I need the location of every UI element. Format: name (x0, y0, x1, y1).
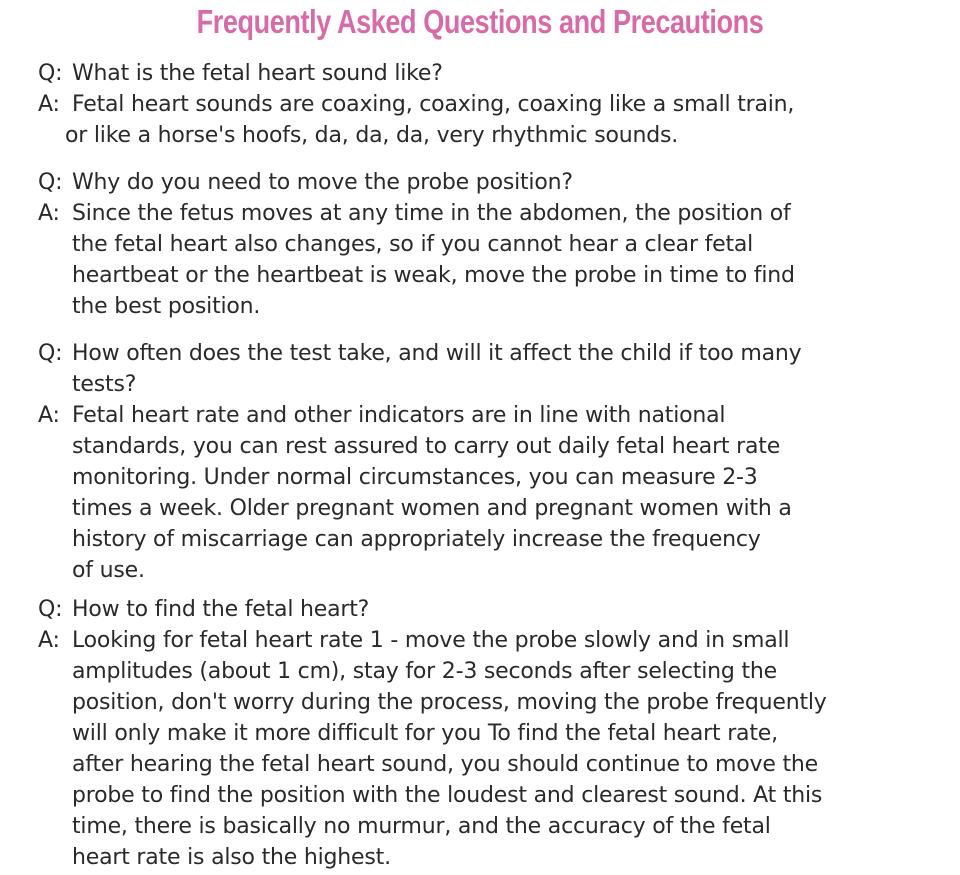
faq-4-answer-line-6: probe to find the position with the loudest and clearest sound. At this (72, 783, 823, 808)
faq-3-answer-line-5: history of miscarriage can appropriately increase the frequency (72, 527, 761, 552)
faq-item-2 (38, 167, 938, 322)
faq-2-answer-line-2: the fetal heart also changes, so if you cannot hear a clear fetal (72, 232, 754, 257)
faq-item-3 (38, 338, 938, 586)
answer-text: Fetal heart rate and other indicators are in line with national (72, 403, 726, 428)
faq-4-answer-line-2: amplitudes (about 1 cm), stay for 2-3 seconds after selecting the (72, 659, 777, 684)
faq-2-answer-line-3: heartbeat or the heartbeat is weak, move the probe in time to find (72, 263, 795, 288)
answer-text: Fetal heart sounds are coaxing, coaxing, coaxing like a small train, (72, 92, 795, 117)
faq-1-answer-line-1 (38, 89, 938, 120)
faq-3-answer-line-6: of use. (72, 558, 145, 583)
faq-3-question-line-2: tests? (72, 372, 137, 397)
faq-4-answer-line-3: position, don't worry during the process, moving the probe frequently (72, 690, 827, 715)
question-prefix: Q: (38, 597, 63, 622)
question-prefix: Q: (38, 341, 63, 366)
faq-4-answer-line-8: heart rate is also the highest. (72, 845, 391, 870)
answer-prefix: A: (38, 92, 60, 117)
answer-prefix: A: (38, 403, 60, 428)
faq-1-question-line-1 (38, 58, 938, 89)
faq-item-1 (38, 58, 938, 151)
question-prefix: Q: (38, 170, 63, 195)
answer-text: Since the fetus moves at any time in the abdomen, the position of (72, 201, 791, 226)
question-prefix: Q: (38, 61, 63, 86)
answer-prefix: A: (38, 628, 60, 653)
faq-3-answer-line-1 (38, 400, 938, 431)
question-text: Why do you need to move the probe position? (72, 170, 573, 195)
faq-3-answer-line-4: times a week. Older pregnant women and pregnant women with a (72, 496, 792, 521)
question-text: What is the fetal heart sound like? (72, 61, 443, 86)
faq-3-question-line-1 (38, 338, 938, 369)
faq-item-4 (38, 594, 938, 873)
page-title: Frequently Asked Questions and Precautions (196, 3, 764, 40)
faq-3-answer-line-2: standards, you can rest assured to carry out daily fetal heart rate (72, 434, 781, 459)
faq-4-answer-line-4: will only make it more difficult for you To find the fetal heart rate, (72, 721, 778, 746)
answer-text: Looking for fetal heart rate 1 - move the probe slowly and in small (72, 628, 790, 653)
faq-1-answer-line-2: or like a horse's hoofs, da, da, da, very rhythmic sounds. (65, 123, 679, 148)
faq-4-answer-line-7: time, there is basically no murmur, and the accuracy of the fetal (72, 814, 771, 839)
faq-4-answer-line-1 (38, 625, 938, 656)
question-text: How often does the test take, and will it affect the child if too many (72, 341, 802, 366)
faq-2-answer-line-4: the best position. (72, 294, 261, 319)
question-text: How to find the fetal heart? (72, 597, 370, 622)
faq-4-question-line-1 (38, 594, 938, 625)
faq-2-question-line-1 (38, 167, 938, 198)
faq-4-answer-line-5: after hearing the fetal heart sound, you should continue to move the (72, 752, 819, 777)
faq-2-answer-line-1 (38, 198, 938, 229)
answer-prefix: A: (38, 201, 60, 226)
faq-3-answer-line-3: monitoring. Under normal circumstances, you can measure 2-3 (72, 465, 758, 490)
